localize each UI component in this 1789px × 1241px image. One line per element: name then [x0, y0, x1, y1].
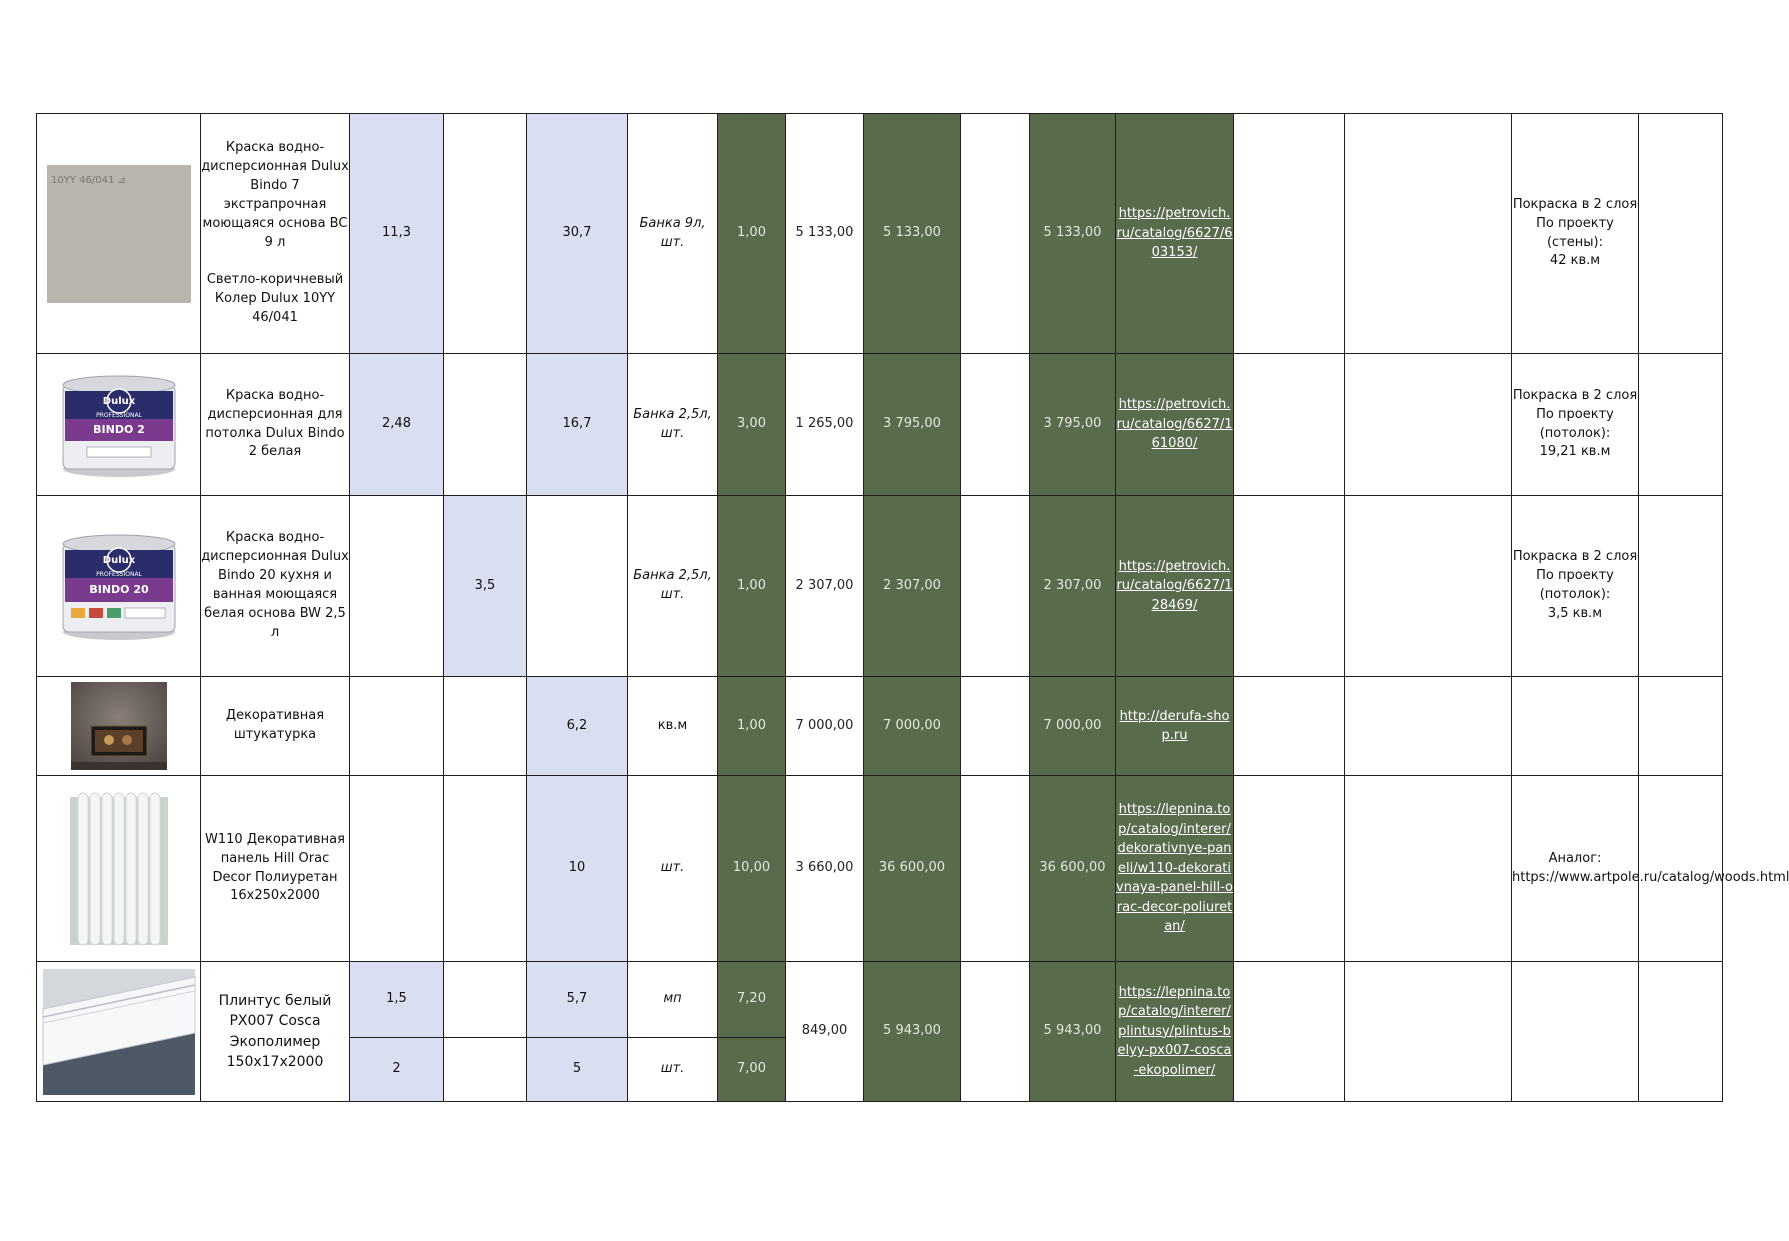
note: Аналог: https://www.artpole.ru/catalog/woods.html	[1512, 776, 1639, 962]
empty-cell	[961, 496, 1030, 677]
area-walls	[350, 776, 444, 962]
product-link-cell	[1116, 962, 1234, 1102]
empty-cell	[1345, 776, 1512, 962]
product-description: Краска водно-дисперсионная Dulux Bindo 20 кухня и ванная моющаяся белая основа BW 2,5 л	[201, 496, 350, 677]
area-ceiling	[444, 962, 527, 1038]
table-row	[37, 114, 1723, 354]
unit-price: 1 265,00	[786, 354, 864, 496]
area-total	[527, 496, 628, 677]
product-link[interactable]: http://derufa-shop.ru	[1119, 708, 1230, 743]
product-link-cell	[1116, 677, 1234, 776]
area-walls: 2,48	[350, 354, 444, 496]
sum: 2 307,00	[864, 496, 961, 677]
product-link-cell	[1116, 776, 1234, 962]
table-row	[37, 496, 1723, 677]
empty-cell	[961, 776, 1030, 962]
area-walls	[350, 496, 444, 677]
table-row	[37, 677, 1723, 776]
product-description: W110 Декоративная панель Hill Orac Decor Полиуретан 16х250х2000	[201, 776, 350, 962]
total: 36 600,00	[1030, 776, 1116, 962]
empty-cell	[1345, 496, 1512, 677]
quantity: 3,00	[718, 354, 786, 496]
empty-cell	[961, 962, 1030, 1102]
swatch-code-label: 10YY 46/041 ⊿	[50, 174, 126, 186]
area-walls: 11,3	[350, 114, 444, 354]
sum: 5 133,00	[864, 114, 961, 354]
empty-cell	[1234, 496, 1345, 677]
total: 5 133,00	[1030, 114, 1116, 354]
baseboard-image	[43, 969, 195, 1095]
empty-cell	[1234, 354, 1345, 496]
total: 3 795,00	[1030, 354, 1116, 496]
empty-cell	[1639, 677, 1723, 776]
product-description: Краска водно-дисперсионная Dulux Bindo 7 экстрапрочная моющаяся основа BC 9 л Светло-коричневый Колер Dulux 10YY 46/041	[201, 114, 350, 354]
product-link-cell	[1116, 354, 1234, 496]
product-link[interactable]: https://petrovich.ru/catalog/6627/603153/	[1116, 206, 1233, 261]
empty-cell	[1639, 962, 1723, 1102]
unit-price: 849,00	[786, 962, 864, 1102]
product-image-cell	[37, 776, 201, 962]
unit-price: 3 660,00	[786, 776, 864, 962]
area-ceiling	[444, 677, 527, 776]
empty-cell	[1639, 776, 1723, 962]
product-link[interactable]: https://petrovich.ru/catalog/6627/128469/	[1116, 558, 1233, 613]
unit: Банка 9л, шт.	[628, 114, 718, 354]
total: 7 000,00	[1030, 677, 1116, 776]
product-link[interactable]: https://petrovich.ru/catalog/6627/161080/	[1116, 397, 1233, 452]
quantity: 7,20	[718, 962, 786, 1038]
sum: 3 795,00	[864, 354, 961, 496]
unit-price: 7 000,00	[786, 677, 864, 776]
decorative-plaster-image	[71, 682, 167, 770]
product-link-cell	[1116, 114, 1234, 354]
bucket-name: BINDO 20	[88, 583, 149, 596]
total: 2 307,00	[1030, 496, 1116, 677]
bucket-brand: Dulux	[102, 395, 135, 407]
table-row	[37, 962, 1723, 1038]
empty-cell	[1234, 114, 1345, 354]
area-walls: 1,5	[350, 962, 444, 1038]
product-link-cell	[1116, 496, 1234, 677]
empty-cell	[961, 354, 1030, 496]
table-row	[37, 354, 1723, 496]
unit-price: 5 133,00	[786, 114, 864, 354]
product-image-cell	[37, 962, 201, 1102]
area-ceiling	[444, 354, 527, 496]
area-total: 5,7	[527, 962, 628, 1038]
empty-cell	[1345, 114, 1512, 354]
note: Покраска в 2 слоя По проекту (потолок): 3,5 кв.м	[1512, 496, 1639, 677]
empty-cell	[961, 114, 1030, 354]
area-total: 10	[527, 776, 628, 962]
sum: 5 943,00	[864, 962, 961, 1102]
empty-cell	[1345, 354, 1512, 496]
product-image-cell	[37, 354, 201, 496]
product-link[interactable]: https://lepnina.top/catalog/interer/dekorativnye-paneli/w110-dekorativnaya-panel-hill-orac-decor-poliuretan/	[1116, 802, 1233, 935]
unit-price: 2 307,00	[786, 496, 864, 677]
empty-cell	[1234, 962, 1345, 1102]
empty-cell	[1639, 114, 1723, 354]
note	[1512, 677, 1639, 776]
area-ceiling: 3,5	[444, 496, 527, 677]
empty-cell	[1345, 962, 1512, 1102]
empty-cell	[1639, 354, 1723, 496]
bucket-sub: PROFESSIONAL	[95, 571, 142, 578]
bucket-brand: Dulux	[102, 555, 135, 566]
note: Покраска в 2 слоя По проекту (стены): 42 кв.м	[1512, 114, 1639, 354]
empty-cell	[1234, 776, 1345, 962]
note	[1512, 962, 1639, 1102]
bucket-name: BINDO 2	[92, 422, 145, 436]
unit: кв.м	[628, 677, 718, 776]
quantity: 1,00	[718, 114, 786, 354]
paint-bucket-image	[57, 530, 181, 642]
area-total: 30,7	[527, 114, 628, 354]
bucket-sub: PROFESSIONAL	[95, 411, 142, 419]
area-walls	[350, 677, 444, 776]
empty-cell	[961, 677, 1030, 776]
unit: Банка 2,5л, шт.	[628, 496, 718, 677]
product-image-cell	[37, 677, 201, 776]
total: 5 943,00	[1030, 962, 1116, 1102]
product-description: Плинтус белый PX007 Cosca Экополимер 150х17х2000	[201, 962, 350, 1102]
area-ceiling	[444, 776, 527, 962]
area-walls: 2	[350, 1038, 444, 1102]
paint-swatch-image	[47, 165, 191, 303]
specification-table	[36, 113, 1789, 1102]
area-ceiling	[444, 114, 527, 354]
quantity: 10,00	[718, 776, 786, 962]
empty-cell	[1234, 677, 1345, 776]
product-image-cell	[37, 114, 201, 354]
paint-bucket-image	[57, 371, 181, 479]
table-row	[37, 776, 1723, 962]
quantity: 1,00	[718, 496, 786, 677]
area-ceiling	[444, 1038, 527, 1102]
product-description: Краска водно-дисперсионная для потолка Dulux Bindo 2 белая	[201, 354, 350, 496]
area-total: 6,2	[527, 677, 628, 776]
unit: шт.	[628, 776, 718, 962]
unit: мп	[628, 962, 718, 1038]
quantity: 7,00	[718, 1038, 786, 1102]
sum: 7 000,00	[864, 677, 961, 776]
area-total: 16,7	[527, 354, 628, 496]
decorative-panel-image	[64, 789, 174, 949]
unit: Банка 2,5л, шт.	[628, 354, 718, 496]
product-description: Декоративная штукатурка	[201, 677, 350, 776]
empty-cell	[1639, 496, 1723, 677]
empty-cell	[1345, 677, 1512, 776]
sum: 36 600,00	[864, 776, 961, 962]
product-link[interactable]: https://lepnina.top/catalog/interer/plintusy/plintus-belyy-px007-cosca-ekopolimer/	[1117, 984, 1232, 1078]
product-image-cell	[37, 496, 201, 677]
unit: шт.	[628, 1038, 718, 1102]
quantity: 1,00	[718, 677, 786, 776]
note: Покраска в 2 слоя По проекту (потолок): 19,21 кв.м	[1512, 354, 1639, 496]
area-total: 5	[527, 1038, 628, 1102]
